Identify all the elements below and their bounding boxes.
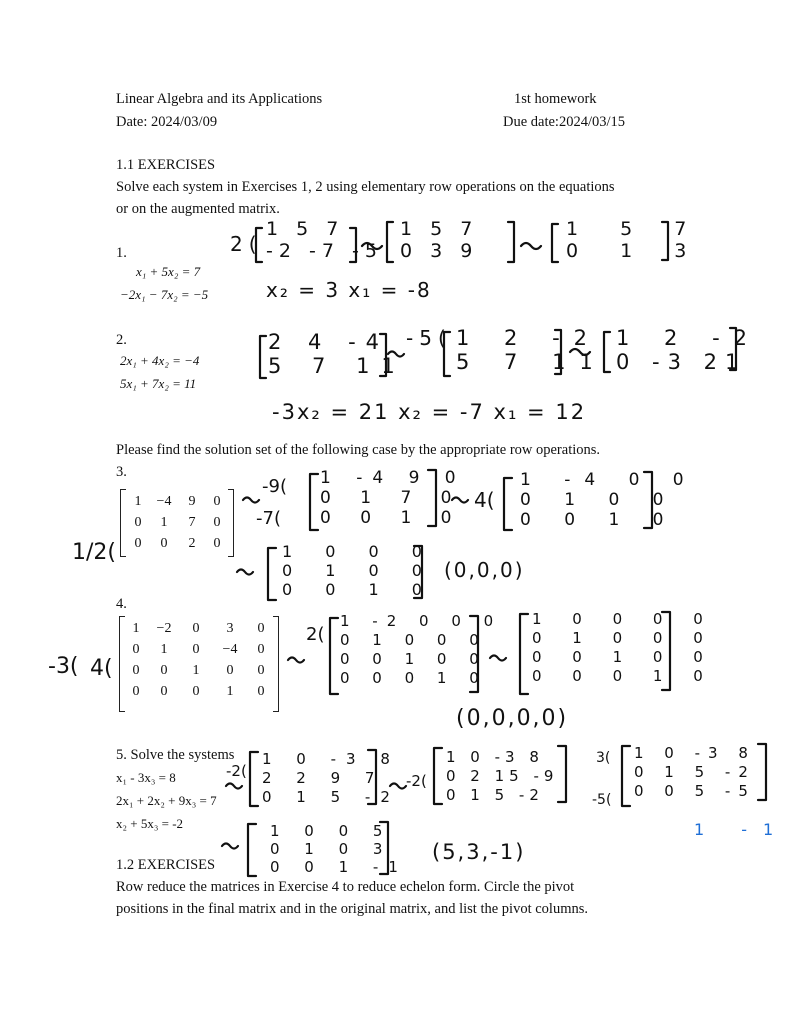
hw-ex3-pre: 1/2( — [72, 540, 116, 565]
ex5-equation-3: x₂ + 5x₃ = -2 — [116, 816, 184, 831]
hw-row: 1 0 -3 8 — [446, 748, 544, 766]
matrix-cell: 7 — [188, 515, 196, 530]
hw-ex3-solution: (0,0,0) — [444, 558, 525, 582]
matrix-cell: 2 — [188, 536, 196, 551]
matrix-cell: 1 — [134, 494, 142, 509]
hw-ex5-op-3: 3( — [596, 750, 611, 766]
ex5-equation-1: x₁ - 3x₃ = 8 — [116, 770, 176, 785]
matrix-cell: 1 — [192, 663, 200, 678]
hw-ex4-pre-2: 4( — [90, 656, 113, 681]
matrix-cell: 0 — [132, 642, 140, 657]
ex1-equation-1: x₁ + 5x₂ = 7 — [136, 264, 201, 279]
section-1-2-title: 1.2 EXERCISES — [116, 857, 216, 873]
course-title: Linear Algebra and its Applications — [116, 91, 323, 107]
hw-bracket — [387, 222, 393, 262]
hw-row: 1 5 7 — [400, 218, 479, 240]
hw-ex2-matrix-2 — [456, 326, 607, 374]
hw-row: 5 7 11 — [268, 354, 407, 378]
hw-ex1-matrix-1 — [266, 218, 383, 262]
hw-ex4-matrix-2 — [532, 610, 716, 686]
section-1-2-line-2: positions in the final matrix and in the original matrix, and list the pivot columns. — [116, 901, 588, 917]
section-1-2-line-1: Row reduce the matrices in Exercise 4 to reduce echelon form. Circle the pivot — [116, 879, 575, 895]
hw-bracket — [434, 748, 442, 804]
hw-bracket — [520, 614, 528, 694]
hw-ex2-op: -5( — [406, 326, 452, 350]
matrix-cell: −4 — [156, 494, 172, 509]
ex5-equation-2: 2x₁ + 2x₂ + 9x₃ = 7 — [116, 793, 217, 808]
hw-ex4-solution: (0,0,0,0) — [456, 706, 569, 731]
hw-tilde — [288, 658, 304, 663]
matrix-cell: 0 — [213, 536, 221, 551]
matrix-cell: 0 — [213, 494, 221, 509]
ex2-equation-2: 5x₁ + 7x₂ = 11 — [120, 376, 197, 391]
hw-tilde — [237, 570, 253, 575]
hw-bracket — [758, 744, 766, 800]
date-label: Date: 2024/03/09 — [116, 114, 218, 130]
hw-bracket — [250, 752, 258, 806]
matrix-cell: 0 — [132, 663, 140, 678]
hw-ex5-op-4: -5( — [592, 792, 612, 808]
hw-ex2-solution: -3x₂ = 21 x₂ = -7 x₁ = 12 — [272, 400, 587, 424]
hw-row: 5 7 11 — [456, 350, 607, 374]
hw-bracket — [558, 746, 566, 802]
hw-ex5-correction: 1 -1 — [694, 820, 789, 839]
hw-bracket — [310, 474, 318, 530]
matrix-cell: −4 — [222, 642, 238, 657]
hw-row: 0 2 15 -9 — [446, 767, 559, 785]
matrix-cell: 1 — [132, 621, 140, 636]
hw-row: 0 1 5 -2 — [262, 788, 400, 806]
hw-ex1-matrix-2 — [400, 218, 478, 262]
hw-tilde — [243, 498, 259, 503]
hw-row: 0 1 0 0 — [282, 561, 436, 580]
matrix-cell: 3 — [226, 621, 234, 636]
hw-row: -2 -7 -5 — [266, 240, 383, 262]
hw-bracket — [260, 336, 266, 378]
ex1-number: 1. — [116, 245, 127, 261]
hw-tilde — [521, 243, 541, 249]
hw-ex3-matrix-3 — [282, 542, 436, 599]
hw-row: 0 1 0 3 — [270, 840, 393, 858]
matrix-cell: 0 — [257, 642, 265, 657]
hw-ex5-solution: (5,3,-1) — [432, 840, 526, 864]
hw-row: 0 0 0 1 0 — [532, 667, 716, 685]
hw-row: 1 5 7 — [566, 218, 705, 240]
hw-ex3-op-2: -7( — [256, 508, 281, 529]
hw-row: 0 0 1 -1 — [270, 858, 408, 876]
ex1-equation-2: −2x₁ − 7x₂ = −5 — [120, 287, 209, 302]
hw-row: 1 0 -3 8 — [634, 744, 756, 762]
hw-ex2-matrix-3 — [616, 326, 761, 374]
matrix-cell: 0 — [213, 515, 221, 530]
hw-row: 1 -2 0 0 0 — [340, 612, 503, 630]
hw-ex5-matrix-2 — [446, 748, 558, 805]
ex5-title: 5. Solve the systems — [116, 747, 235, 763]
hw-row: 0 1 3 — [566, 240, 705, 262]
hw-row: 1 0 0 0 0 — [532, 610, 716, 628]
hw-row: 0 0 5 -5 — [634, 782, 756, 800]
matrix-cell: 1 — [160, 515, 168, 530]
hw-tilde — [222, 844, 238, 849]
hw-row: 1 0 -3 8 — [262, 750, 400, 768]
hw-row: 1 5 7 — [266, 218, 345, 240]
section-1-1-instructions-1: Solve each system in Exercises 1, 2 using elementary row operations on the equations — [116, 179, 615, 195]
hw-ex5-matrix-4 — [270, 822, 408, 876]
hw-ex5-op-1: -2( — [226, 762, 247, 780]
hw-bracket — [552, 224, 558, 262]
hw-ex5-matrix-1 — [262, 750, 400, 807]
hw-row: 0 1 5 -2 — [446, 786, 544, 804]
matrix-cell: 1 — [160, 642, 168, 657]
hw-ex3-op-3: 4( — [474, 488, 495, 512]
hw-row: 0 0 1 0 — [520, 510, 678, 530]
matrix-cell: 0 — [192, 642, 200, 657]
ex2-number: 2. — [116, 332, 127, 348]
matrix-cell: 0 — [134, 536, 142, 551]
due-date-label: Due date:2024/03/15 — [503, 114, 626, 130]
hw-ex4-op: 2( — [306, 624, 325, 645]
hw-row: 1 -4 9 0 — [320, 468, 466, 488]
hw-ex4-pre-1: -3( — [48, 654, 79, 679]
hw-row: 0 1 0 0 0 — [532, 629, 716, 647]
hw-ex1-solution: x₂ = 3 x₁ = -8 — [266, 278, 432, 302]
hw-ex2-matrix-1 — [268, 330, 407, 378]
hw-row: 1 0 0 0 — [282, 542, 436, 561]
hw-ex3-op-1: -9( — [262, 476, 287, 497]
matrix-cell: −2 — [156, 621, 172, 636]
hw-bracket — [330, 618, 338, 694]
hw-row: 0 0 0 1 0 — [340, 669, 488, 687]
ex2-equation-1: 2x₁ + 4x₂ = −4 — [120, 353, 200, 368]
hw-row: 1 2 -2 — [456, 326, 602, 350]
hw-row: 0 0 1 0 0 — [532, 648, 716, 666]
hw-row: 0 0 1 0 — [320, 508, 464, 528]
hw-bracket — [248, 824, 256, 876]
hw-ex3-matrix-2 — [520, 470, 698, 530]
hw-row: 0 1 0 0 0 — [340, 631, 488, 649]
matrix-cell: 0 — [192, 684, 200, 699]
hw-bracket — [504, 478, 512, 530]
hw-row: 0 3 9 — [400, 240, 479, 262]
matrix-cell: 1 — [226, 684, 234, 699]
matrix-cell: 0 — [160, 684, 168, 699]
ex4-number: 4. — [116, 596, 127, 612]
hw-row: 0 0 1 0 — [282, 580, 436, 599]
hw-ex1-op: 2( — [230, 232, 263, 256]
hw-ex5-op-2: -2( — [406, 772, 427, 790]
homework-label: 1st homework — [514, 91, 597, 107]
hw-tilde — [226, 784, 242, 789]
hw-ex1-matrix-3 — [566, 218, 704, 262]
matrix-cell: 0 — [160, 536, 168, 551]
hw-row: 0 1 5 -2 — [634, 763, 756, 781]
hw-row: 0 1 0 0 — [520, 490, 678, 510]
matrix-cell: 0 — [132, 684, 140, 699]
matrix-cell: 0 — [257, 663, 265, 678]
matrix-cell: 0 — [257, 621, 265, 636]
hw-ex3-matrix-1 — [320, 468, 466, 528]
matrix-cell: 9 — [188, 494, 196, 509]
matrix-cell: 0 — [134, 515, 142, 530]
find-solution-instruction: Please find the solution set of the following case by the appropriate row operations. — [116, 442, 601, 458]
matrix-cell: 0 — [226, 663, 234, 678]
section-1-1-title: 1.1 EXERCISES — [116, 157, 216, 173]
hw-row: 0 -3 21 — [616, 350, 747, 374]
hw-row: 0 1 7 0 — [320, 488, 464, 508]
hw-bracket — [268, 548, 276, 600]
hw-row: 2 2 9 7 — [262, 769, 385, 787]
matrix-cell: 0 — [192, 621, 200, 636]
hw-row: 1 0 0 5 — [270, 822, 393, 840]
matrix-cell: 0 — [160, 663, 168, 678]
hw-row: 0 0 1 0 0 — [340, 650, 488, 668]
hw-row: 2 4 -4 — [268, 330, 390, 354]
hw-bracket — [508, 222, 514, 262]
hw-bracket — [622, 746, 630, 806]
hw-row: 1 -4 0 0 — [520, 470, 698, 490]
hw-row: 1 2 -2 — [616, 326, 762, 350]
hw-ex5-matrix-3 — [634, 744, 756, 801]
ex3-number: 3. — [116, 464, 127, 480]
hw-ex4-matrix-1 — [340, 612, 502, 688]
section-1-1-instructions-2: or on the augmented matrix. — [116, 201, 280, 217]
matrix-cell: 0 — [257, 684, 265, 699]
